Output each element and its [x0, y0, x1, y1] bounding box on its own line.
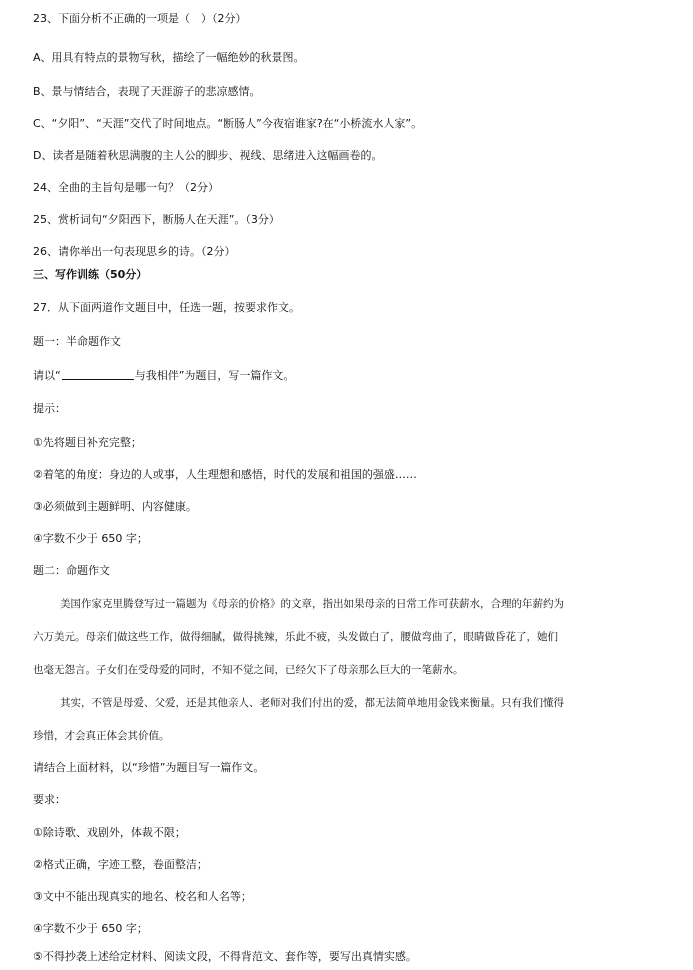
- requirement-item: ①除诗歌、戏剧外，体裁不限；: [33, 826, 186, 839]
- material-paragraph-1-line: 美国作家克里腾登写过一篇题为《母亲的价格》的文章，指出如果母亲的日常工作可获薪水，合理的年薪约为: [60, 598, 564, 610]
- question-23-option-d: D、读者是随着秋思满腹的主人公的脚步、视线、思绪进入这幅画卷的。: [33, 149, 383, 162]
- topic-1-prompt-prefix: 请以“: [33, 369, 61, 382]
- material-paragraph-1-line: 也毫无怨言。子女们在受母爱的同时，不知不觉之间，已经欠下了母亲那么巨大的一笔薪水。: [33, 664, 464, 676]
- tip-item: ③必须做到主题鲜明、内容健康。: [33, 500, 197, 513]
- question-25: 25、赏析词句“夕阳西下，断肠人在天涯”。（3分）: [33, 213, 280, 226]
- question-23-option-a: A、用具有特点的景物写秋，描绘了一幅绝妙的秋景图。: [33, 51, 305, 64]
- tips-label: 提示：: [33, 402, 66, 415]
- tip-item: ①先将题目补充完整；: [33, 436, 142, 449]
- question-24: 24、全曲的主旨句是哪一句？（2分）: [33, 181, 219, 194]
- tip-item: ④字数不少于 650 字；: [33, 532, 148, 545]
- question-26: 26、请你举出一句表现思乡的诗。（2分）: [33, 245, 236, 258]
- question-23-option-c: C、“夕阳”、“天涯”交代了时间地点。“断肠人”今夜宿谁家?在“小桥流水人家”。: [33, 117, 423, 130]
- material-paragraph-2-line: 其实，不管是母爱、父爱，还是其他亲人、老师对我们付出的爱，都无法简单地用金钱来衡量。只有我们懂得: [60, 697, 564, 709]
- requirement-item: ②格式正确，字迹工整，卷面整洁；: [33, 858, 208, 871]
- topic-1-title: 题一：半命题作文: [33, 335, 121, 348]
- topic-1-prompt-suffix: 与我相伴”为题目，写一篇作文。: [134, 369, 295, 382]
- requirement-item: ④字数不少于 650 字；: [33, 922, 148, 935]
- topic-2-title: 题二：命题作文: [33, 564, 110, 577]
- section-3-heading: 三、写作训练（50分）: [33, 268, 148, 281]
- question-23: 23、下面分析不正确的一项是（ ）（2分）: [33, 12, 247, 25]
- topic-1-prompt: [33, 369, 673, 383]
- requirement-item: ⑤不得抄袭上述给定材料、阅读文段，不得背范文、套作等，要写出真情实感。: [33, 950, 417, 963]
- question-23-option-b: B、景与情结合，表现了天涯游子的悲凉感情。: [33, 85, 261, 98]
- tip-item: ②着笔的角度：身边的人或事，人生理想和感悟，时代的发展和祖国的强盛……: [33, 468, 417, 481]
- question-27: 27．从下面两道作文题目中，任选一题，按要求作文。: [33, 301, 300, 314]
- fill-in-blank: [62, 369, 134, 380]
- requirements-label: 要求：: [33, 793, 66, 806]
- requirement-item: ③文中不能出现真实的地名、校名和人名等；: [33, 890, 252, 903]
- topic-2-prompt: 请结合上面材料，以“珍惜”为题目写一篇作文。: [33, 761, 265, 774]
- material-paragraph-1-line: 六万美元。母亲们做这些工作，做得细腻，做得挑辣，乐此不疲，头发做白了，腰做弯曲了，眼睛做昏花了，她们: [33, 631, 558, 643]
- material-paragraph-2-line: 珍惜，才会真正体会其价值。: [33, 730, 170, 742]
